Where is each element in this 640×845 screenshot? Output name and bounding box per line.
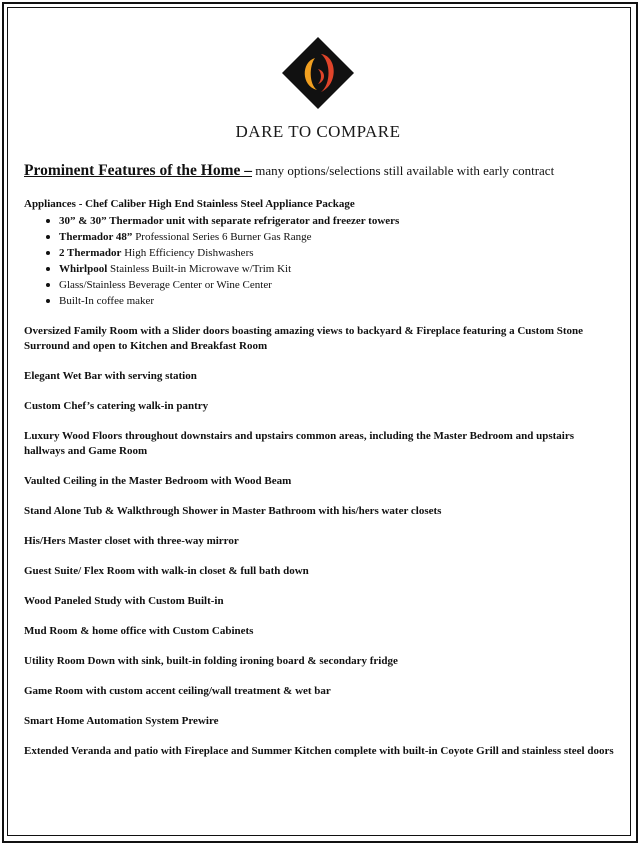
appliance-item-text: Professional Series 6 Burner Gas Range: [132, 231, 312, 243]
appliance-item: [24, 245, 399, 261]
feature-item: His/Hers Master closet with three-way mirror: [24, 535, 239, 547]
appliance-item: [24, 213, 399, 229]
diamond-logo: [281, 36, 355, 110]
feature-item: Wood Paneled Study with Custom Built-in: [24, 595, 224, 607]
appliance-item: [24, 229, 399, 245]
appliance-item: [24, 261, 399, 277]
appliance-item-text: Stainless Built-in Microwave w/Trim Kit: [107, 263, 292, 275]
appliance-item-text: Built-In coffee maker: [59, 295, 155, 307]
features-heading: [24, 162, 624, 180]
feature-item: Smart Home Automation System Prewire: [24, 715, 219, 727]
feature-item: Luxury Wood Floors throughout downstairs and upstairs common areas, including the Master Bedroom and upstairs hallways and Game Room: [24, 430, 574, 457]
brand-tagline: DARE TO COMPARE: [235, 122, 401, 141]
appliance-item-bold: Whirlpool: [59, 263, 108, 275]
appliance-item: [24, 293, 399, 309]
feature-item: Oversized Family Room with a Slider doors boasting amazing views to backyard & Fireplace featuring a Custom Stone Surround and open to Kitchen and Breakfast Room: [24, 325, 584, 352]
appliance-item-bold: Thermador 48”: [59, 231, 133, 243]
appliance-item-bold: 30” & 30” Thermador unit with separate refrigerator and freezer towers: [59, 215, 400, 227]
feature-item: Stand Alone Tub & Walkthrough Shower in Master Bathroom with his/hers water closets: [24, 505, 442, 517]
appliance-item-bold: 2 Thermador: [59, 247, 122, 259]
appliance-item: [24, 277, 399, 293]
feature-item: Elegant Wet Bar with serving station: [24, 370, 197, 382]
appliances-title: Appliances - Chef Caliber High End Stainless Steel Appliance Package: [24, 198, 355, 210]
feature-item: Custom Chef’s catering walk-in pantry: [24, 400, 209, 412]
feature-item: Game Room with custom accent ceiling/wall treatment & wet bar: [24, 685, 331, 697]
heading-title: Prominent Features of the Home –: [24, 162, 253, 179]
feature-list: [24, 324, 614, 774]
heading-subtitle: many options/selections still available with early contract: [252, 163, 555, 178]
appliance-list: [24, 213, 399, 309]
feature-item: Extended Veranda and patio with Fireplace and Summer Kitchen complete with built-in Coyote Grill and stainless steel doors: [24, 745, 614, 757]
feature-item: Utility Room Down with sink, built-in folding ironing board & secondary fridge: [24, 655, 398, 667]
appliance-item-text: Glass/Stainless Beverage Center or Wine Center: [59, 279, 272, 291]
feature-item: Mud Room & home office with Custom Cabinets: [24, 625, 254, 637]
logo-diamond: [282, 37, 354, 109]
appliance-item-text: High Efficiency Dishwashers: [121, 247, 254, 259]
feature-item: Vaulted Ceiling in the Master Bedroom with Wood Beam: [24, 475, 292, 487]
feature-item: Guest Suite/ Flex Room with walk-in closet & full bath down: [24, 565, 309, 577]
